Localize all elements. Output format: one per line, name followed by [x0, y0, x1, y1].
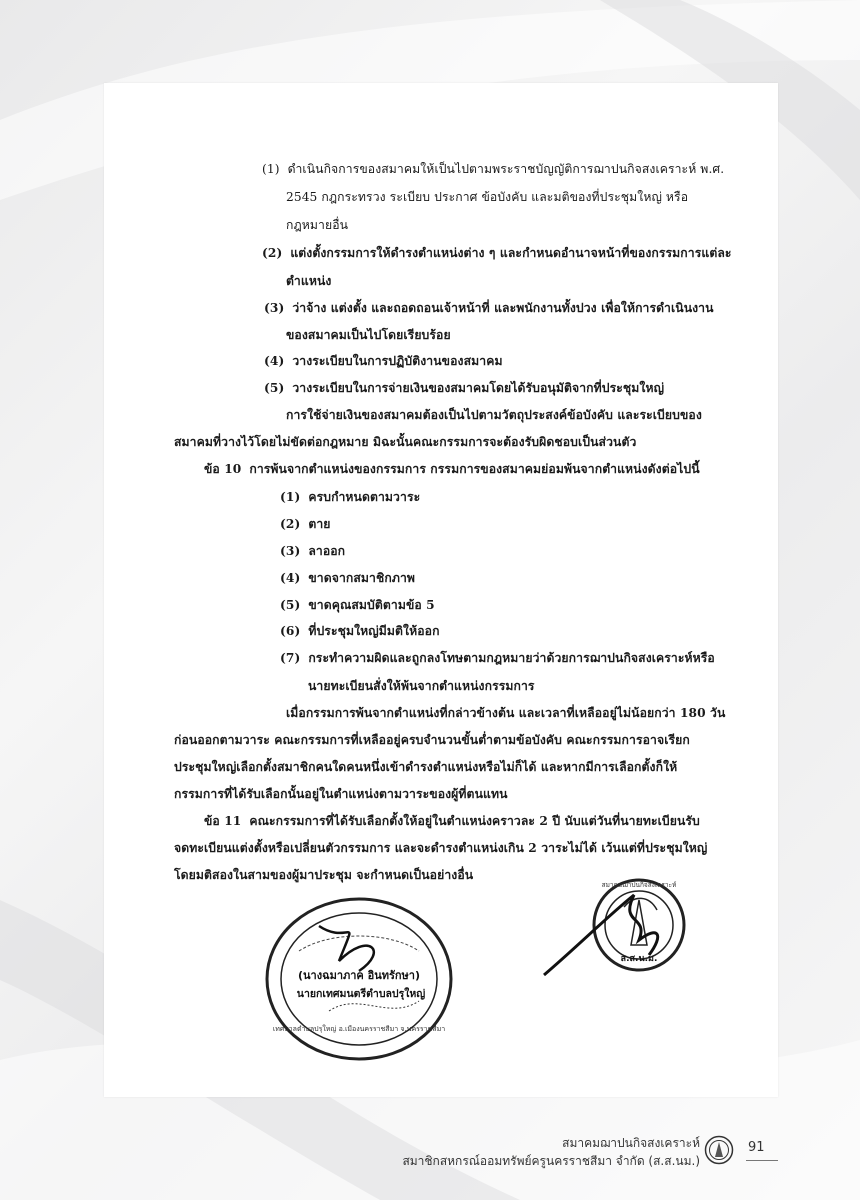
list-b-7-line-1: (7) กระทำความผิดและถูกลงโทษตามกฎหมายว่าด้วยการฌาปนกิจสงเคราะห์หรือ [280, 651, 715, 665]
para-vacancy-line-1: เมื่อกรรมการพ้นจากตำแหน่งที่กล่าวข้างต้น และเวลาที่เหลืออยู่ไม่น้อยกว่า 180 วัน [286, 706, 726, 720]
footer-organization [402, 1134, 700, 1170]
list-b-5: (5) ขาดคุณสมบัติตามข้อ 5 [280, 598, 435, 612]
para-spending-line-1: การใช้จ่ายเงินของสมาคมต้องเป็นไปตามวัตถุประสงค์ข้อบังคับ และระเบียบของ [286, 408, 702, 422]
seal-ring-text-right: สมาคมฌาปนกิจสงเคราะห์ [601, 881, 677, 889]
footer-line-1: สมาคมฌาปนกิจสงเคราะห์ [562, 1136, 700, 1150]
footer-line-2: สมาชิกสหกรณ์ออมทรัพย์ครูนครราชสีมา จำกัด (ส.ส.นม.) [402, 1154, 700, 1168]
association-seal-signature [539, 865, 689, 985]
clause-label: ข้อ 11 [204, 814, 242, 828]
clause-11-line-1: ข้อ 11 คณะกรรมการที่ได้รับเลือกตั้งให้อยู่ในตำแหน่งคราวละ 2 ปี นับแต่วันที่นายทะเบียนรับ [204, 814, 700, 828]
seal-position: นายกเทศมนตรีตำบลปรุใหญ่ [296, 988, 426, 1000]
list-a-1-line-3: กฎหมายอื่น [286, 218, 349, 232]
para-vacancy-line-4: กรรมการที่ได้รับเลือกนั้นอยู่ในตำแหน่งตามวาระของผู้ที่ตนแทน [174, 787, 508, 801]
municipal-seal-signature [259, 891, 459, 1066]
list-number: (2) [262, 246, 283, 260]
list-b-7-line-2: นายทะเบียนสั่งให้พ้นจากตำแหน่งกรรมการ [308, 679, 535, 693]
list-a-2-line-2: ตำแหน่ง [286, 274, 332, 288]
seal-ring-text: เทศบาลตำบลปรุใหญ่ อ.เมืองนครราชสีมา จ.นครราชสีมา [272, 1025, 446, 1033]
para-vacancy-line-2: ก่อนออกตามวาระ คณะกรรมการที่เหลืออยู่ครบจำนวนขั้นต่ำตามข้อบังคับ คณะกรรมการอาจเรียก [174, 733, 690, 747]
list-a-1-line-1: (1) ดำเนินกิจการของสมาคมให้เป็นไปตามพระราชบัญญัติการฌาปนกิจสงเคราะห์ พ.ศ. [262, 162, 725, 176]
list-number: (5) [264, 381, 285, 395]
list-a-4: (4) วางระเบียบในการปฏิบัติงานของสมาคม [264, 354, 503, 368]
list-number: (4) [264, 354, 285, 368]
list-a-3-line-1: (3) ว่าจ้าง แต่งตั้ง และถอดถอนเจ้าหน้าที่ และพนักงานทั้งปวง เพื่อให้การดำเนินงาน [264, 301, 714, 315]
seal-signer: (นางฉมาภาค อินทรักษา) [297, 969, 421, 982]
page-number: 91 [748, 1140, 765, 1155]
clause-10: ข้อ 10 การพ้นจากตำแหน่งของกรรมการ กรรมการของสมาคมย่อมพ้นจากตำแหน่งดังต่อไปนี้ [204, 462, 700, 476]
document-page [104, 83, 778, 1097]
para-vacancy-line-3: ประชุมใหญ่เลือกตั้งสมาชิกคนใดคนหนึ่งเข้าดำรงตำแหน่งหรือไม่ก็ได้ และหากมีการเลือกตั้งก็ให้ [174, 760, 678, 774]
list-b-2: (2) ตาย [280, 517, 331, 531]
list-a-2-line-1: (2) แต่งตั้งกรรมการให้ดำรงตำแหน่งต่าง ๆ และกำหนดอำนาจหน้าที่ของกรรมการแต่ละ [262, 246, 732, 260]
list-b-3: (3) ลาออก [280, 544, 346, 558]
clause-11-line-3: โดยมติสองในสามของผู้มาประชุม จะกำหนดเป็นอย่างอื่น [174, 868, 474, 882]
page-number-rule [746, 1160, 778, 1161]
list-b-4: (4) ขาดจากสมาชิกภาพ [280, 571, 416, 585]
list-a-5: (5) วางระเบียบในการจ่ายเงินของสมาคมโดยได้รับอนุมัติจากที่ประชุมใหญ่ [264, 381, 665, 395]
list-b-1: (1) ครบกำหนดตามวาระ [280, 490, 421, 504]
list-number: (1) [262, 162, 280, 176]
list-number: (3) [264, 301, 285, 315]
para-spending-line-2: สมาคมที่วางไว้โดยไม่ขัดต่อกฎหมาย มิฉะนั้นคณะกรรมการจะต้องรับผิดชอบเป็นส่วนตัว [174, 435, 637, 449]
clause-label: ข้อ 10 [204, 462, 242, 476]
list-b-6: (6) ที่ประชุมใหญ่มีมติให้ออก [280, 624, 440, 638]
association-logo-icon [704, 1135, 734, 1165]
seal-abbr: ส.ส.น.ม. [620, 954, 658, 964]
clause-11-line-2: จดทะเบียนแต่งตั้งหรือเปลี่ยนตัวกรรมการ และจะดำรงตำแหน่งเกิน 2 วาระไม่ได้ เว้นแต่ที่ประชุมใหญ่ [174, 841, 708, 855]
list-a-1-line-2: 2545 กฎกระทรวง ระเบียบ ประกาศ ข้อบังคับ และมติของที่ประชุมใหญ่ หรือ [286, 190, 689, 204]
list-a-3-line-2: ของสมาคมเป็นไปโดยเรียบร้อย [286, 328, 451, 342]
